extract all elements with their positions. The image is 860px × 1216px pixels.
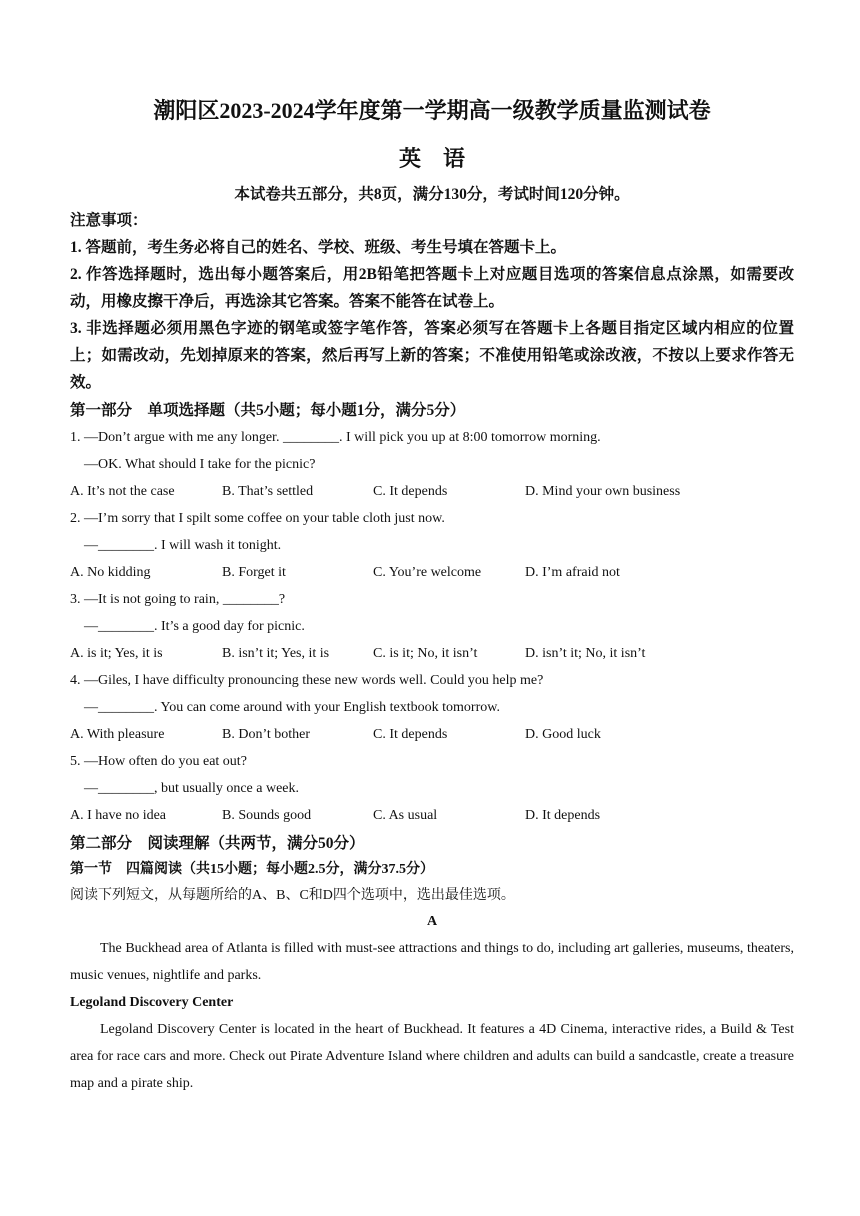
- question-options: [70, 721, 794, 748]
- notice-heading: 注意事项：: [70, 212, 148, 229]
- question: [70, 505, 794, 586]
- option-d: D. I’m afraid not: [525, 565, 620, 580]
- question: [70, 667, 794, 748]
- passage-label: A: [426, 914, 438, 929]
- option-b: B. That’s settled: [222, 484, 314, 499]
- question-reply: —________. It’s a good day for picnic.: [84, 619, 305, 634]
- question: [70, 424, 794, 505]
- exam-page: [70, 96, 794, 1097]
- subject-title: 英语: [398, 146, 487, 171]
- option-b: B. isn’t it; Yes, it is: [222, 646, 330, 661]
- option-b: B. Forget it: [222, 565, 286, 580]
- option-d: D. It depends: [525, 808, 601, 823]
- section1-heading: 第一节 四篇阅读（共15小题；每小题2.5分，满分37.5分）: [70, 862, 434, 877]
- notice-item: 3. 非选择题必须用黑色字迹的钢笔或签字笔作答，答案必须写在答题卡上各题目指定区域内相应的位置上；如需改动，先划掉原来的答案，然后再写上新的答案；不准使用铅笔或涂改液，不按以上要求作答无效。: [70, 320, 794, 391]
- option-a: A. It’s not the case: [70, 484, 175, 499]
- part2-heading: 第二部分 阅读理解（共两节，满分50分）: [70, 835, 365, 852]
- option-d: D. Good luck: [525, 727, 601, 742]
- exam-title: 潮阳区2023-2024学年度第一学期高一级教学质量监测试卷: [153, 98, 711, 123]
- question-line: 5. —How often do you eat out?: [70, 754, 247, 769]
- option-b: B. Sounds good: [222, 808, 312, 823]
- question-line: 3. —It is not going to rain, ________?: [70, 592, 286, 607]
- passage-subheading: Legoland Discovery Center: [70, 995, 234, 1010]
- question-line: 2. —I’m sorry that I spilt some coffee on your table cloth just now.: [70, 511, 445, 526]
- question-line: 4. —Giles, I have difficulty pronouncing these new words well. Could you help me?: [70, 673, 544, 688]
- option-c: C. It depends: [373, 727, 448, 742]
- option-a: A. With pleasure: [70, 727, 165, 742]
- passage-intro: The Buckhead area of Atlanta is filled with must-see attractions and things to do, including art galleries, museums, theaters, music venues, nightlife and parks.: [70, 941, 794, 983]
- option-d: D. isn’t it; No, it isn’t: [525, 646, 646, 661]
- exam-info: 本试卷共五部分，共8页，满分130分，考试时间120分钟。: [234, 186, 630, 203]
- option-a: A. No kidding: [70, 565, 151, 580]
- option-c: C. As usual: [373, 808, 438, 823]
- question-reply: —OK. What should I take for the picnic?: [84, 457, 316, 472]
- question-options: [70, 640, 794, 667]
- option-d: D. Mind your own business: [525, 484, 681, 499]
- question-options: [70, 802, 794, 829]
- question: [70, 748, 794, 829]
- option-c: C. You’re welcome: [373, 565, 482, 580]
- option-c: C. is it; No, it isn’t: [373, 646, 478, 661]
- question-options: [70, 478, 794, 505]
- question-reply: —________. I will wash it tonight.: [84, 538, 282, 553]
- question-reply: —________. You can come around with your English textbook tomorrow.: [84, 700, 500, 715]
- question: [70, 586, 794, 667]
- question-options: [70, 559, 794, 586]
- option-b: B. Don’t bother: [222, 727, 311, 742]
- reading-instruction: 阅读下列短文，从每题所给的A、B、C和D四个选项中，选出最佳选项。: [70, 888, 515, 903]
- question-line: 1. —Don’t argue with me any longer. ________. I will pick you up at 8:00 tomorrow morning.: [70, 430, 601, 445]
- passage-paragraph: Legoland Discovery Center is located in the heart of Buckhead. It features a 4D Cinema, interactive rides, a Build & Test area for race cars and more. Check out Pirate Adventure Island where children and adults can build a sandcastle, create a treasure map and a pirate ship.: [70, 1022, 794, 1091]
- question-reply: —________, but usually once a week.: [84, 781, 300, 796]
- option-c: C. It depends: [373, 484, 448, 499]
- option-a: A. is it; Yes, it is: [70, 646, 163, 661]
- notice-item: 2. 作答选择题时，选出每小题答案后，用2B铅笔把答题卡上对应题目选项的答案信息点涂黑，如需要改动，用橡皮擦干净后，再选涂其它答案。答案不能答在试卷上。: [70, 266, 794, 310]
- option-a: A. I have no idea: [70, 808, 167, 823]
- notice-item: 1. 答题前，考生务必将自己的姓名、学校、班级、考生号填在答题卡上。: [70, 239, 567, 256]
- part1-heading: 第一部分 单项选择题（共5小题；每小题1分，满分5分）: [70, 402, 466, 419]
